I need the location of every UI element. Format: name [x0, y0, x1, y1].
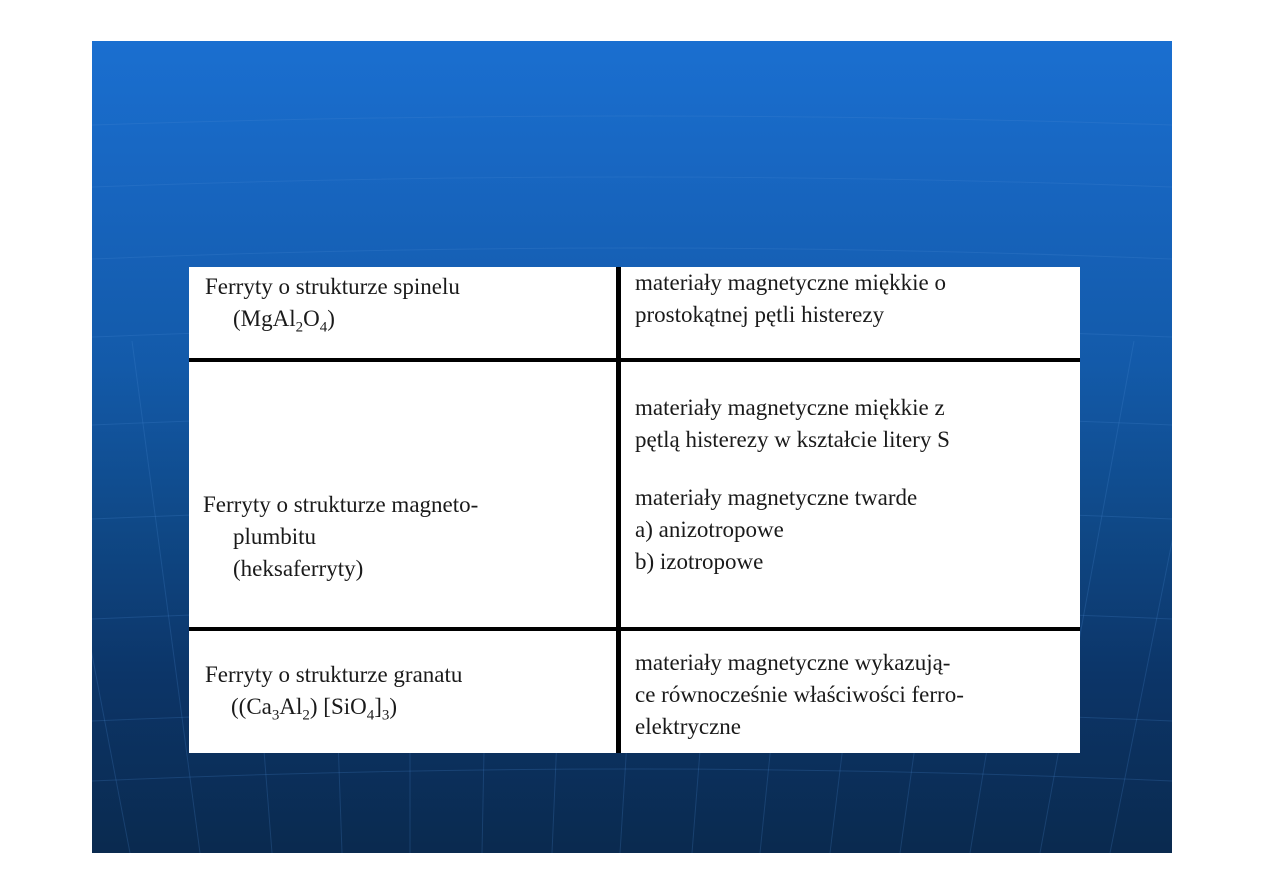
row-divider-2	[189, 627, 1080, 631]
ferrite-type-garnet	[205, 659, 462, 723]
ferrite-type-line: Ferryty o strukturze magneto-	[203, 492, 479, 517]
ferrite-type-magnetoplumbite	[203, 489, 478, 585]
description-line: elektryczne	[635, 714, 741, 739]
ferrite-type-spinel	[205, 271, 460, 335]
ferrite-type-name: Ferryty o strukturze spinelu	[205, 274, 460, 299]
ferrite-type-name: Ferryty o strukturze granatu	[205, 662, 463, 687]
description-line: materiały magnetyczne wykazują-	[635, 650, 951, 675]
chemical-formula: ($(Ca_3Al_2)$ $[SiO_4]_3$)	[231, 694, 398, 724]
description-line: materiały magnetyczne miękkie z	[635, 395, 945, 420]
property-description	[635, 267, 946, 331]
slide-background	[92, 41, 1172, 853]
ferrite-type-line: (heksaferryty)	[233, 556, 364, 581]
description-line: a) anizotropowe	[635, 517, 784, 542]
description-line: materiały magnetyczne twarde	[635, 485, 918, 510]
description-line: b) izotropowe	[635, 549, 764, 574]
property-description	[635, 647, 964, 743]
property-description	[635, 392, 950, 456]
description-line: prostokątnej pętli histerezy	[635, 302, 885, 327]
ferrite-type-line: plumbitu	[233, 524, 317, 549]
description-line: ce równocześnie właściwości ferro-	[635, 682, 964, 707]
row-divider-1	[189, 358, 1080, 362]
ferrites-table	[189, 267, 1080, 753]
description-line: pętlą histerezy w kształcie litery S	[635, 427, 950, 452]
property-description	[635, 482, 917, 578]
column-divider	[616, 267, 621, 753]
chemical-formula: $(MgAl_2O_4)$	[233, 306, 335, 336]
description-line: materiały magnetyczne miękkie o	[635, 270, 947, 295]
